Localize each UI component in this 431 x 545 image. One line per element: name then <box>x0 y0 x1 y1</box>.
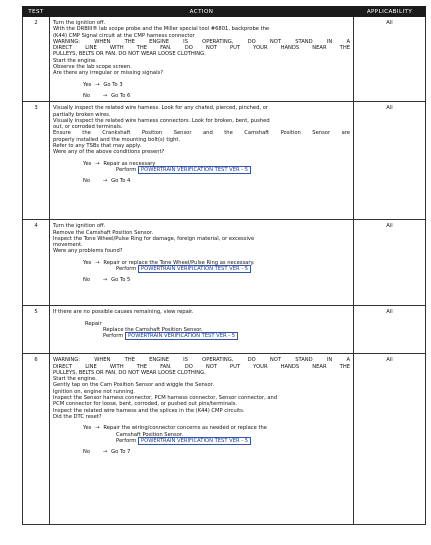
yes-label: Yes <box>83 81 92 88</box>
action-line: Inspect the Tone Wheel/Pulse Ring for damage, foreign material, or excessive <box>53 235 255 242</box>
no-label: No <box>83 178 91 185</box>
verification-test-link[interactable]: POWERTRAIN VERIFICATION TEST VER - 5 <box>138 265 251 273</box>
action-line: (K44) CMP Signal circuit at the CMP harness connector <box>53 32 195 39</box>
no-result: Go To 6 <box>111 92 131 99</box>
header-applicability: APPLICABILITY <box>354 7 426 17</box>
header-action: ACTION <box>50 7 354 17</box>
perform-line <box>103 333 350 339</box>
action-line: With the DRBIII® lab scope probe and the Miller special tool #6801, backprobe the <box>53 26 270 33</box>
action-line: Inspect the Sensor harness connector, PCM harness connector, Sensor connector, and <box>53 395 278 402</box>
arrow-icon: → <box>95 259 100 266</box>
action-line: Turn the ignition off. <box>53 223 106 230</box>
table-row-test-3 <box>23 102 426 220</box>
no-label: No <box>83 449 91 456</box>
action-line: Visually inspect the related wire harness. Look for any chafed, pierced, pinched, or <box>53 105 269 112</box>
warning-line: DIRECT LINE WITH THE FAN. DO NOT PUT YOUR HANDS NEAR THE <box>53 363 350 370</box>
table-row-test-2 <box>23 17 426 102</box>
action-line: Gently tap on the Cam Position Sensor and wiggle the Sensor. <box>53 382 214 389</box>
verification-test-link[interactable]: POWERTRAIN VERIFICATION TEST VER - 5 <box>138 166 251 174</box>
applicability-cell: All <box>354 354 426 525</box>
applicability-cell: All <box>354 306 426 354</box>
action-cell <box>50 306 354 354</box>
test-number: 5 <box>23 306 50 354</box>
action-cell <box>50 354 354 525</box>
arrow-icon: → <box>102 92 108 99</box>
question-line: Were any problems found? <box>53 248 123 255</box>
no-branch <box>83 178 350 184</box>
question-line: Are there any irregular or missing signals? <box>53 70 163 77</box>
action-line: Turn the ignition off. <box>53 20 106 26</box>
test-number: 2 <box>23 17 50 102</box>
yes-result: Repair as necessary <box>103 160 156 167</box>
action-line: If there are no possible causes remaining, view repair. <box>53 309 194 316</box>
test-number: 3 <box>23 102 50 220</box>
yes-result: Go To 3 <box>103 81 123 88</box>
applicability-cell: All <box>354 220 426 306</box>
repair-label: Repair <box>85 320 102 327</box>
test-number: 6 <box>23 354 50 525</box>
no-result: Go To 7 <box>111 449 131 456</box>
arrow-icon: → <box>102 277 108 284</box>
action-line: Refer to any TSBs that may apply. <box>53 143 142 150</box>
action-line: Ensure the Crankshaft Position Sensor and the Camshaft Position Sensor are <box>53 130 350 137</box>
action-line: movement. <box>53 242 83 249</box>
diagnostic-test-table <box>22 6 425 525</box>
action-line: Start the engine. <box>53 376 97 383</box>
warning-line: PULLEYS, BELTS OR FAN. DO NOT WEAR LOOSE CLOTHING. <box>53 369 206 376</box>
yes-label: Yes <box>83 259 92 266</box>
question-line: Did the DTC reset? <box>53 413 102 420</box>
action-line: Start the engine. <box>53 57 97 64</box>
action-line: Remove the Camshaft Position Sensor. <box>53 229 154 236</box>
arrow-icon: → <box>95 425 100 432</box>
action-line: Observe the lab scope screen. <box>53 64 132 71</box>
no-branch <box>83 277 350 283</box>
action-line: out, or corroded terminals. <box>53 124 123 131</box>
verification-test-link[interactable]: POWERTRAIN VERIFICATION TEST VER - 5 <box>138 437 251 445</box>
repair-text: Replace the Camshaft Position Sensor. <box>103 326 203 333</box>
action-cell <box>50 102 354 220</box>
arrow-icon: → <box>102 178 108 185</box>
table-row-test-4 <box>23 220 426 306</box>
no-label: No <box>83 277 91 284</box>
test-table <box>22 6 426 525</box>
no-branch <box>83 449 350 455</box>
table-header-row <box>23 7 426 17</box>
action-cell <box>50 17 354 102</box>
action-line: properly installed and the mounting bolt(s) tight. <box>53 136 181 143</box>
no-label: No <box>83 92 91 99</box>
warning-line: DIRECT LINE WITH THE FAN. DO NOT PUT YOUR HANDS NEAR THE <box>53 45 350 52</box>
no-result: Go To 5 <box>111 277 131 284</box>
perform-label: Perform <box>103 333 124 340</box>
no-result: Go To 4 <box>111 178 131 185</box>
warning-line: WARNING: WHEN THE ENGINE IS OPERATING, DO NOT STAND IN A <box>53 357 350 364</box>
perform-label: Perform <box>116 437 137 444</box>
arrow-icon: → <box>95 81 100 88</box>
verification-test-link[interactable]: POWERTRAIN VERIFICATION TEST VER - 5 <box>125 332 238 340</box>
arrow-icon: → <box>102 449 108 456</box>
applicability-cell: All <box>354 102 426 220</box>
header-test: TEST <box>23 7 50 17</box>
test-number: 4 <box>23 220 50 306</box>
yes-result: Repair the wiring/connector concerns as needed or replace the <box>103 425 267 432</box>
action-line: Inspect the related wire harness and the splices in the (K44) CMP circuits. <box>53 407 245 414</box>
table-row-test-6 <box>23 354 426 525</box>
perform-label: Perform <box>116 166 137 173</box>
yes-result: Repair or replace the Tone Wheel/Pulse Ring as necessary. <box>103 259 255 266</box>
table-row-test-5 <box>23 306 426 354</box>
applicability-cell: All <box>354 17 426 102</box>
action-line: partially broken wires. <box>53 111 111 118</box>
warning-line: WARNING: WHEN THE ENGINE IS OPERATING, DO NOT STAND IN A <box>53 38 350 45</box>
question-line: Were any of the above conditions present? <box>53 149 165 156</box>
no-branch <box>83 93 350 99</box>
yes-result-continued: Camshaft Position Sensor. <box>116 431 184 438</box>
action-line: Ignition on, engine not running. <box>53 388 136 395</box>
action-line: PCM connector for loose, bent, corroded, or pushed out pins/terminals. <box>53 401 238 408</box>
yes-label: Yes <box>83 160 92 167</box>
action-line: Visually inspect the related wire harness connectors. Look for broken, bent, pushed <box>53 117 270 124</box>
arrow-icon: → <box>95 160 100 167</box>
yes-label: Yes <box>83 425 92 432</box>
warning-line: PULLEYS, BELTS OR FAN. DO NOT WEAR LOOSE CLOTHING. <box>53 51 206 58</box>
perform-label: Perform <box>116 266 137 273</box>
action-cell <box>50 220 354 306</box>
